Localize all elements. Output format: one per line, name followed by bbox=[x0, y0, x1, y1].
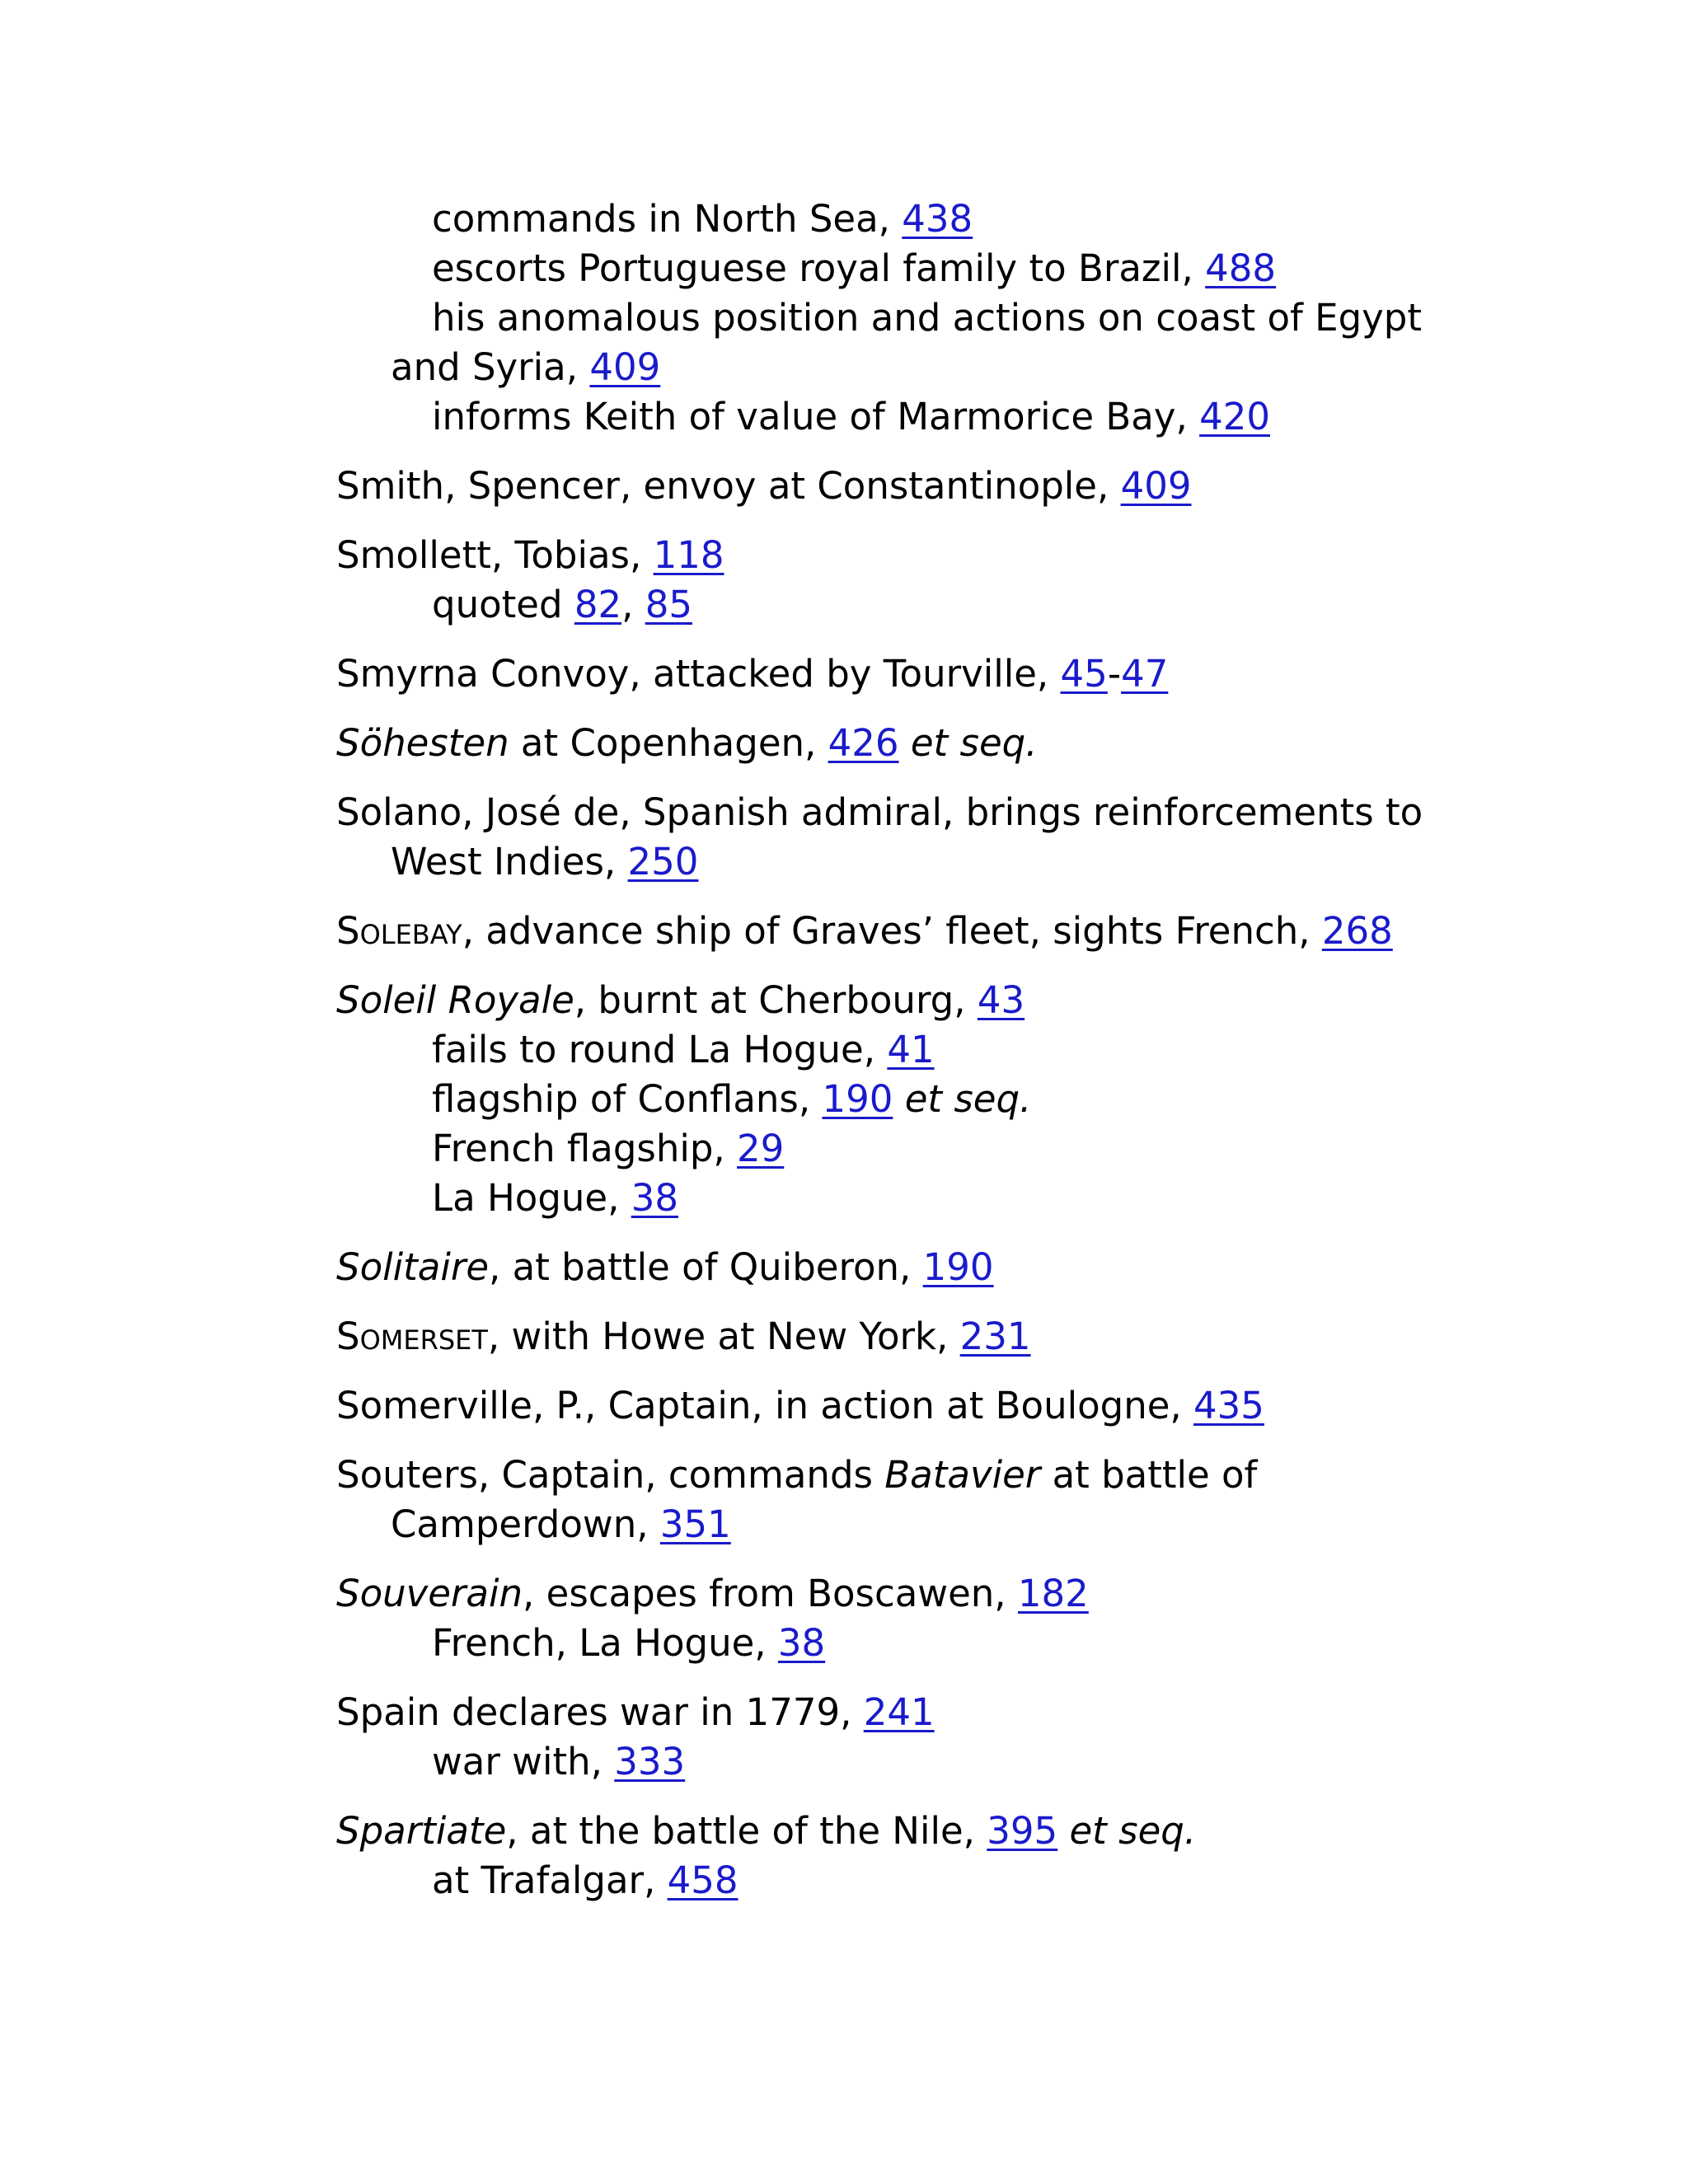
index-entry bbox=[336, 462, 1432, 511]
entry-text: informs Keith of value of Marmorice Bay, bbox=[432, 395, 1200, 438]
ship-name-small-caps: Somerset bbox=[336, 1315, 488, 1358]
entry-text: Souters, Captain, commands bbox=[336, 1453, 885, 1497]
page-reference-link[interactable]: 409 bbox=[589, 345, 661, 389]
italic-text: Soleil Royale bbox=[336, 978, 574, 1022]
page-reference-link[interactable]: 435 bbox=[1193, 1384, 1264, 1427]
page-reference-link[interactable]: 409 bbox=[1120, 464, 1192, 508]
entry-text: West Indies, bbox=[391, 840, 628, 883]
italic-text: Spartiate bbox=[336, 1809, 507, 1853]
index-subentry bbox=[336, 392, 1432, 442]
index-entry-heading bbox=[336, 194, 1432, 244]
italic-text: Söhesten bbox=[336, 721, 509, 765]
index-entry bbox=[336, 788, 1432, 887]
page-reference-link[interactable]: 426 bbox=[828, 721, 899, 765]
index-entry-heading bbox=[336, 1688, 1432, 1737]
index-entry bbox=[336, 1451, 1432, 1549]
entry-text: his anomalous position and actions on coast of Egypt bbox=[432, 296, 1423, 340]
entry-text: , at the battle of the Nile, bbox=[506, 1809, 987, 1853]
entry-text: escorts Portuguese royal family to Brazil, bbox=[432, 246, 1206, 290]
page-reference-link[interactable]: 190 bbox=[822, 1077, 893, 1121]
page-reference-link[interactable]: 82 bbox=[574, 583, 622, 626]
page-reference-link[interactable]: 333 bbox=[614, 1740, 686, 1783]
page-reference-link[interactable]: 38 bbox=[631, 1176, 678, 1220]
entry-text bbox=[1057, 1809, 1069, 1853]
entry-text: Solano, José de, Spanish admiral, brings reinforcements to bbox=[336, 790, 1423, 834]
entry-text: at Copenhagen, bbox=[509, 721, 828, 765]
index-entry-heading bbox=[336, 462, 1432, 511]
index-subentry bbox=[336, 244, 1432, 293]
entry-text: flagship of Conflans, bbox=[432, 1077, 823, 1121]
index-entry bbox=[336, 1807, 1432, 1905]
page-reference-link[interactable]: 395 bbox=[987, 1809, 1058, 1853]
page-reference-link[interactable]: 85 bbox=[645, 583, 692, 626]
entry-text: French flagship, bbox=[432, 1127, 738, 1170]
page-reference-link[interactable]: 29 bbox=[737, 1127, 785, 1170]
index-entry bbox=[336, 907, 1432, 956]
entry-text: Somerville, P., Captain, in action at Boulogne, bbox=[336, 1384, 1194, 1427]
entry-text bbox=[893, 1077, 904, 1121]
entry-text: Spain declares war in 1779, bbox=[336, 1690, 864, 1734]
index-list bbox=[336, 194, 1432, 1925]
entry-text: commands in North Sea, bbox=[432, 197, 903, 241]
entry-text: and Syria, bbox=[391, 345, 590, 389]
entry-text: , escapes from Boscawen, bbox=[523, 1572, 1018, 1615]
page-reference-link[interactable]: 41 bbox=[887, 1028, 935, 1071]
index-entry-heading bbox=[336, 1381, 1432, 1431]
index-entry bbox=[336, 1243, 1432, 1292]
italic-text: Souverain bbox=[336, 1572, 523, 1615]
index-subentry bbox=[336, 1737, 1432, 1787]
entry-text: Smyrna Convoy, attacked by Tourville, bbox=[336, 652, 1061, 696]
index-subentry bbox=[336, 1025, 1432, 1075]
index-entry-heading bbox=[336, 531, 1432, 580]
entry-text: , advance ship of Graves’ fleet, sights French, bbox=[462, 909, 1322, 953]
index-entry bbox=[336, 976, 1432, 1223]
index-entry bbox=[336, 1569, 1432, 1668]
index-entry bbox=[336, 531, 1432, 630]
page-reference-link[interactable]: 268 bbox=[1321, 909, 1393, 953]
index-entry-heading bbox=[336, 907, 1432, 956]
index-subentry bbox=[336, 293, 1432, 343]
index-entry bbox=[336, 1312, 1432, 1361]
index-subentry bbox=[336, 1174, 1432, 1223]
entry-text: , with Howe at New York, bbox=[487, 1315, 960, 1358]
page-reference-link[interactable]: 118 bbox=[653, 533, 724, 577]
entry-text: at battle of bbox=[1040, 1453, 1258, 1497]
index-entry-heading bbox=[336, 1243, 1432, 1292]
page-reference-link[interactable]: 190 bbox=[922, 1245, 994, 1289]
page-reference-link[interactable]: 182 bbox=[1017, 1572, 1089, 1615]
entry-text: Camperdown, bbox=[391, 1502, 660, 1546]
entry-text: , burnt at Cherbourg, bbox=[574, 978, 978, 1022]
page-reference-link[interactable]: 250 bbox=[627, 840, 699, 883]
index-entry bbox=[336, 649, 1432, 699]
index-entry-heading bbox=[336, 976, 1432, 1025]
page-reference-link[interactable]: 438 bbox=[902, 197, 973, 241]
index-subentry bbox=[336, 1500, 1432, 1549]
page-reference-link[interactable]: 231 bbox=[959, 1315, 1031, 1358]
page-reference-link[interactable]: 420 bbox=[1199, 395, 1270, 438]
entry-text: , at battle of Quiberon, bbox=[489, 1245, 923, 1289]
index-entry-heading bbox=[336, 1569, 1432, 1619]
italic-text: et seq. bbox=[904, 1077, 1032, 1121]
index-entry bbox=[336, 194, 1432, 442]
index-entry bbox=[336, 1688, 1432, 1787]
index-subentry bbox=[336, 1124, 1432, 1174]
entry-text: La Hogue, bbox=[432, 1176, 631, 1220]
page-reference-link[interactable]: 43 bbox=[977, 978, 1025, 1022]
page-reference-link[interactable]: 45 bbox=[1060, 652, 1108, 696]
index-subentry bbox=[336, 1075, 1432, 1124]
entry-text: at Trafalgar, bbox=[432, 1858, 668, 1902]
page-reference-link[interactable]: 488 bbox=[1205, 246, 1277, 290]
page-reference-link[interactable]: 241 bbox=[863, 1690, 935, 1734]
index-entry bbox=[336, 719, 1432, 768]
index-subentry bbox=[336, 1619, 1432, 1668]
italic-text: et seq. bbox=[910, 721, 1038, 765]
entry-text: French, La Hogue, bbox=[432, 1621, 778, 1665]
entry-text bbox=[899, 721, 911, 765]
italic-text: Solitaire bbox=[336, 1245, 490, 1289]
index-subentry bbox=[336, 343, 1432, 392]
index-entry-heading bbox=[336, 649, 1432, 699]
index-entry-heading bbox=[336, 1312, 1432, 1361]
entry-text: Smith, Spencer, envoy at Constantinople, bbox=[336, 464, 1121, 508]
entry-text: war with, bbox=[432, 1740, 615, 1783]
entry-text: quoted bbox=[432, 583, 574, 626]
index-subentry bbox=[336, 580, 1432, 630]
page-reference-link[interactable]: 47 bbox=[1121, 652, 1169, 696]
entry-text: fails to round La Hogue, bbox=[432, 1028, 888, 1071]
index-subentry bbox=[336, 837, 1432, 887]
entry-text: Smollett, Tobias, bbox=[336, 533, 654, 577]
index-entry-heading bbox=[336, 1451, 1432, 1500]
entry-text: , bbox=[621, 583, 645, 626]
page-reference-link[interactable]: 38 bbox=[777, 1621, 826, 1665]
entry-text: - bbox=[1107, 652, 1122, 696]
index-entry-heading bbox=[336, 788, 1432, 837]
page-reference-link[interactable]: 458 bbox=[667, 1858, 738, 1902]
ship-name-small-caps: Solebay bbox=[336, 909, 462, 953]
italic-text: et seq. bbox=[1069, 1809, 1197, 1853]
page-reference-link[interactable]: 351 bbox=[659, 1502, 731, 1546]
italic-text: Batavier bbox=[884, 1453, 1041, 1497]
index-subentry bbox=[336, 1856, 1432, 1905]
index-entry-heading bbox=[336, 719, 1432, 768]
index-entry bbox=[336, 1381, 1432, 1431]
index-entry-heading bbox=[336, 1807, 1432, 1856]
